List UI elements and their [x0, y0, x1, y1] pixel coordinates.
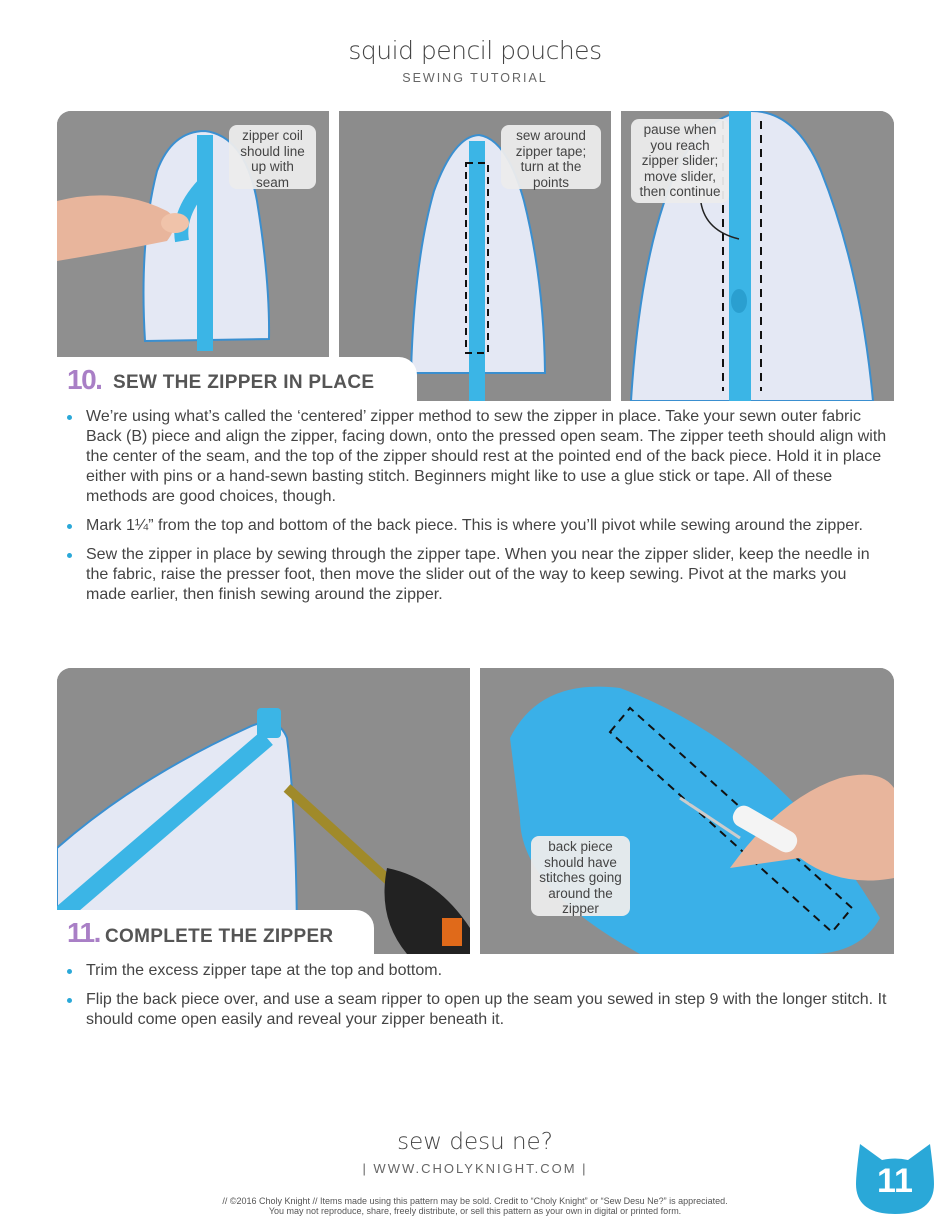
step11-title: COMPLETE THE ZIPPER	[105, 926, 334, 947]
step10-number: 10.	[67, 364, 102, 395]
bullet-text: Sew the zipper in place by sewing through the zipper tape. When you near the zipper slider, keep the needle in the fabric, raise the presser foot, then move the slider out of the way to keep sewing. Pivot at the marks you made earlier, then finish sewing around the zipper.	[86, 546, 870, 603]
list-item	[60, 990, 888, 1030]
step10-callout-2: sew around zipper tape; turn at the points	[501, 125, 601, 189]
list-item	[60, 545, 888, 605]
bullet-text: Flip the back piece over, and use a seam ripper to open up the seam you sewed in step 9 with the longer stitch. It should come open easily and reveal your zipper beneath it.	[86, 991, 887, 1028]
step11-bullet-list	[60, 961, 888, 1039]
step11-number: 11.	[67, 917, 100, 948]
list-item	[60, 961, 888, 981]
bullet-icon	[67, 553, 72, 558]
bullet-icon	[67, 969, 72, 974]
step10-callout-1: zipper coil should line up with seam	[229, 125, 316, 189]
bullet-icon	[67, 415, 72, 420]
bullet-text: We’re using what’s called the ‘centered’ zipper method to sew the zipper in place. Take your sewn outer fabric Back (B) piece and align the zipper, facing down, onto the pressed open seam. The zipper teeth should align with the center of the seam, and the top of the zipper should rest at the pointed end of the back piece. Hold it in place either with pins or a hand-sewn basting stitch. Beginners might like to use a glue stick or tape. All of these methods are good choices, though.	[86, 408, 887, 505]
page-title: squid pencil pouches	[348, 36, 602, 65]
step10-callout-3: pause when you reach zipper slider; move slider, then continue	[631, 119, 729, 203]
footer-legal	[150, 1196, 800, 1216]
bullet-text: Mark 1¼” from the top and bottom of the back piece. This is where you’ll pivot while sewing around the zipper.	[86, 517, 863, 534]
footer-brand: sew desu ne?	[397, 1129, 553, 1155]
bullet-icon	[67, 524, 72, 529]
legal-line-2: You may not reproduce, share, freely distribute, or sell this pattern as your own in digital or printed form.	[268, 1206, 682, 1216]
page-subtitle: SEWING TUTORIAL	[402, 71, 548, 85]
step10-bullet-list	[60, 407, 888, 614]
page-number: 11	[877, 1162, 913, 1200]
bullet-icon	[67, 998, 72, 1003]
step11-callout-1: back piece should have stitches going around the zipper	[531, 836, 630, 916]
legal-line-1: // ©2016 Choly Knight // Items made using this pattern may be sold. Credit to “Choly Knight” or “Sew Desu Ne?” is appreciated.	[222, 1196, 728, 1206]
bullet-text: Trim the excess zipper tape at the top and bottom.	[86, 962, 443, 979]
list-item	[60, 516, 888, 536]
list-item	[60, 407, 888, 507]
step10-title: SEW THE ZIPPER IN PLACE	[113, 372, 375, 393]
footer-url[interactable]: | WWW.CHOLYKNIGHT.COM |	[362, 1161, 588, 1176]
